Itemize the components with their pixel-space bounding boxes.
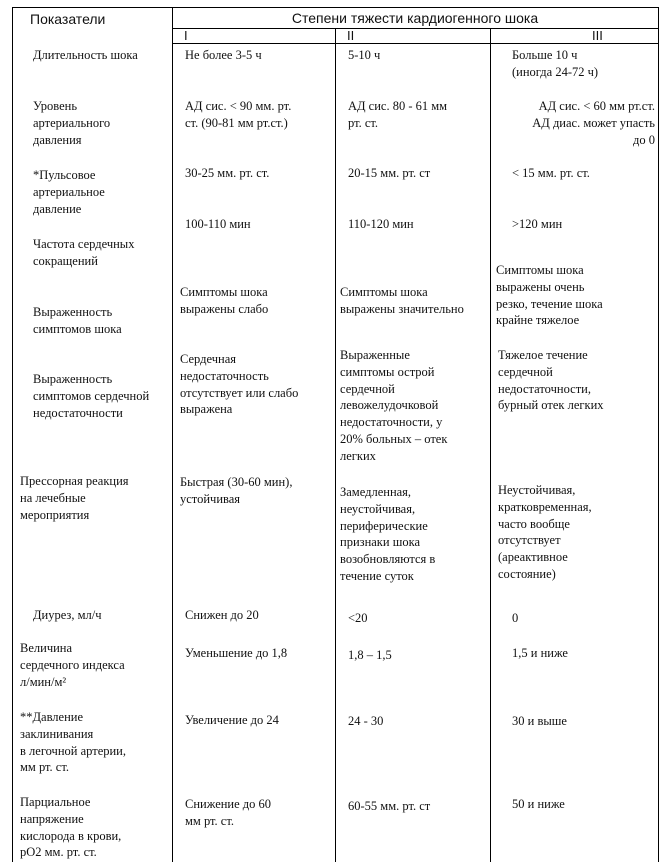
table-border-right xyxy=(658,7,659,862)
cell-duration-degree-2: 5-10 ч xyxy=(348,48,381,62)
cell-heart-failure-degree-3: Тяжелое течение сердечной недостаточности, бурный отек легких xyxy=(498,348,604,413)
cell-duration-degree-3: Больше 10 ч (иногда 24-72 ч) xyxy=(512,48,599,79)
cell-cardiac-index-degree-1: Уменьшение до 1,8 xyxy=(185,646,288,660)
indicator-pressor-reaction: Прессорная реакция на лечебные мероприятия xyxy=(20,474,129,522)
column-divider-1 xyxy=(172,7,173,862)
cell-heart-rate-degree-1: 100-110 мин xyxy=(185,217,251,231)
header-bottom-line xyxy=(172,43,659,44)
cell-cardiac-index-degree-3: 1,5 и ниже xyxy=(512,646,568,660)
cell-pulse-degree-1: 30-25 мм. рт. ст. xyxy=(185,166,270,180)
cell-pressor-degree-3: Неустойчивая, кратковременная, часто вообще отсутствует (ареактивное состояние) xyxy=(498,483,592,581)
cell-cardiac-index-degree-2: 1,8 – 1,5 xyxy=(348,648,392,662)
cell-wedge-degree-2: 24 - 30 xyxy=(348,714,384,728)
cell-heart-rate-degree-2: 110-120 мин xyxy=(348,217,414,231)
indicator-cardiac-index: Величина сердечного индекса л/мин/м² xyxy=(20,641,125,689)
header-divider xyxy=(172,28,659,29)
table-border-left xyxy=(12,7,13,862)
degree-3-header: III xyxy=(592,28,603,43)
cell-pressure-degree-1: АД сис. < 90 мм. рт. ст. (90-81 мм рт.ст.) xyxy=(185,99,292,130)
cell-symptoms-degree-2: Симптомы шока выражены значительно xyxy=(340,285,464,316)
column-divider-3 xyxy=(490,28,491,862)
indicator-heart-rate: Частота сердечных сокращений xyxy=(33,237,135,268)
cell-oxygen-degree-2: 60-55 мм. рт. ст xyxy=(348,799,431,813)
cell-pressure-degree-3: АД сис. < 60 мм рт.ст. АД диас. может упасть до 0 xyxy=(532,99,655,147)
cell-duration-degree-1: Не более 3-5 ч xyxy=(185,48,262,62)
cell-pressor-degree-2: Замедленная, неустойчивая, периферические признаки шока возобновляются в течение суток xyxy=(340,485,436,583)
degree-1-header: I xyxy=(184,28,188,43)
cell-symptoms-degree-3: Симптомы шока выражены очень резко, течение шока крайне тяжелое xyxy=(496,263,603,328)
cell-pressure-degree-2: АД сис. 80 - 61 мм рт. ст. xyxy=(348,99,448,130)
indicator-wedge-pressure: **Давление заклинивания в легочной артерии, мм рт. ст. xyxy=(20,710,126,775)
cell-symptoms-degree-1: Симптомы шока выражены слабо xyxy=(180,285,269,316)
indicator-shock-symptoms: Выраженность симптомов шока xyxy=(33,305,122,336)
indicator-heart-failure: Выраженность симптомов сердечной недостаточности xyxy=(33,372,150,420)
column-divider-2 xyxy=(335,28,336,862)
cell-heart-failure-degree-2: Выраженные симптомы острой сердечной левожелудочковой недостаточности, у 20% больных – отек легких xyxy=(340,348,448,463)
indicator-shock-duration: Длительность шока xyxy=(33,48,138,62)
cell-wedge-degree-3: 30 и выше xyxy=(512,714,567,728)
indicator-oxygen-tension: Парциальное напряжение кислорода в крови, pO2 мм. рт. ст. xyxy=(20,795,122,860)
cell-pulse-degree-2: 20-15 мм. рт. ст xyxy=(348,166,431,180)
indicator-pulse-pressure: *Пульсовое артериальное давление xyxy=(33,168,105,216)
severity-header: Степени тяжести кардиогенного шока xyxy=(291,10,539,26)
degree-2-header: II xyxy=(347,28,355,43)
indicators-header: Показатели xyxy=(30,11,106,27)
cell-diuresis-degree-3: 0 xyxy=(512,611,519,625)
indicator-diuresis: Диурез, мл/ч xyxy=(33,608,102,622)
cell-oxygen-degree-1: Снижение до 60 мм рт. ст. xyxy=(185,797,272,828)
cell-heart-failure-degree-1: Сердечная недостаточность отсутствует или слабо выражена xyxy=(180,352,299,417)
cell-diuresis-degree-1: Снижен до 20 xyxy=(185,608,259,622)
cell-wedge-degree-1: Увеличение до 24 xyxy=(185,713,279,727)
indicator-blood-pressure: Уровень артериального давления xyxy=(33,99,111,147)
cell-pressor-degree-1: Быстрая (30-60 мин), устойчивая xyxy=(180,475,293,506)
table-border-top xyxy=(12,7,659,8)
cell-diuresis-degree-2: <20 xyxy=(348,611,368,625)
cell-pulse-degree-3: < 15 мм. рт. ст. xyxy=(512,166,590,180)
cell-heart-rate-degree-3: >120 мин xyxy=(512,217,563,231)
cell-oxygen-degree-3: 50 и ниже xyxy=(512,797,565,811)
